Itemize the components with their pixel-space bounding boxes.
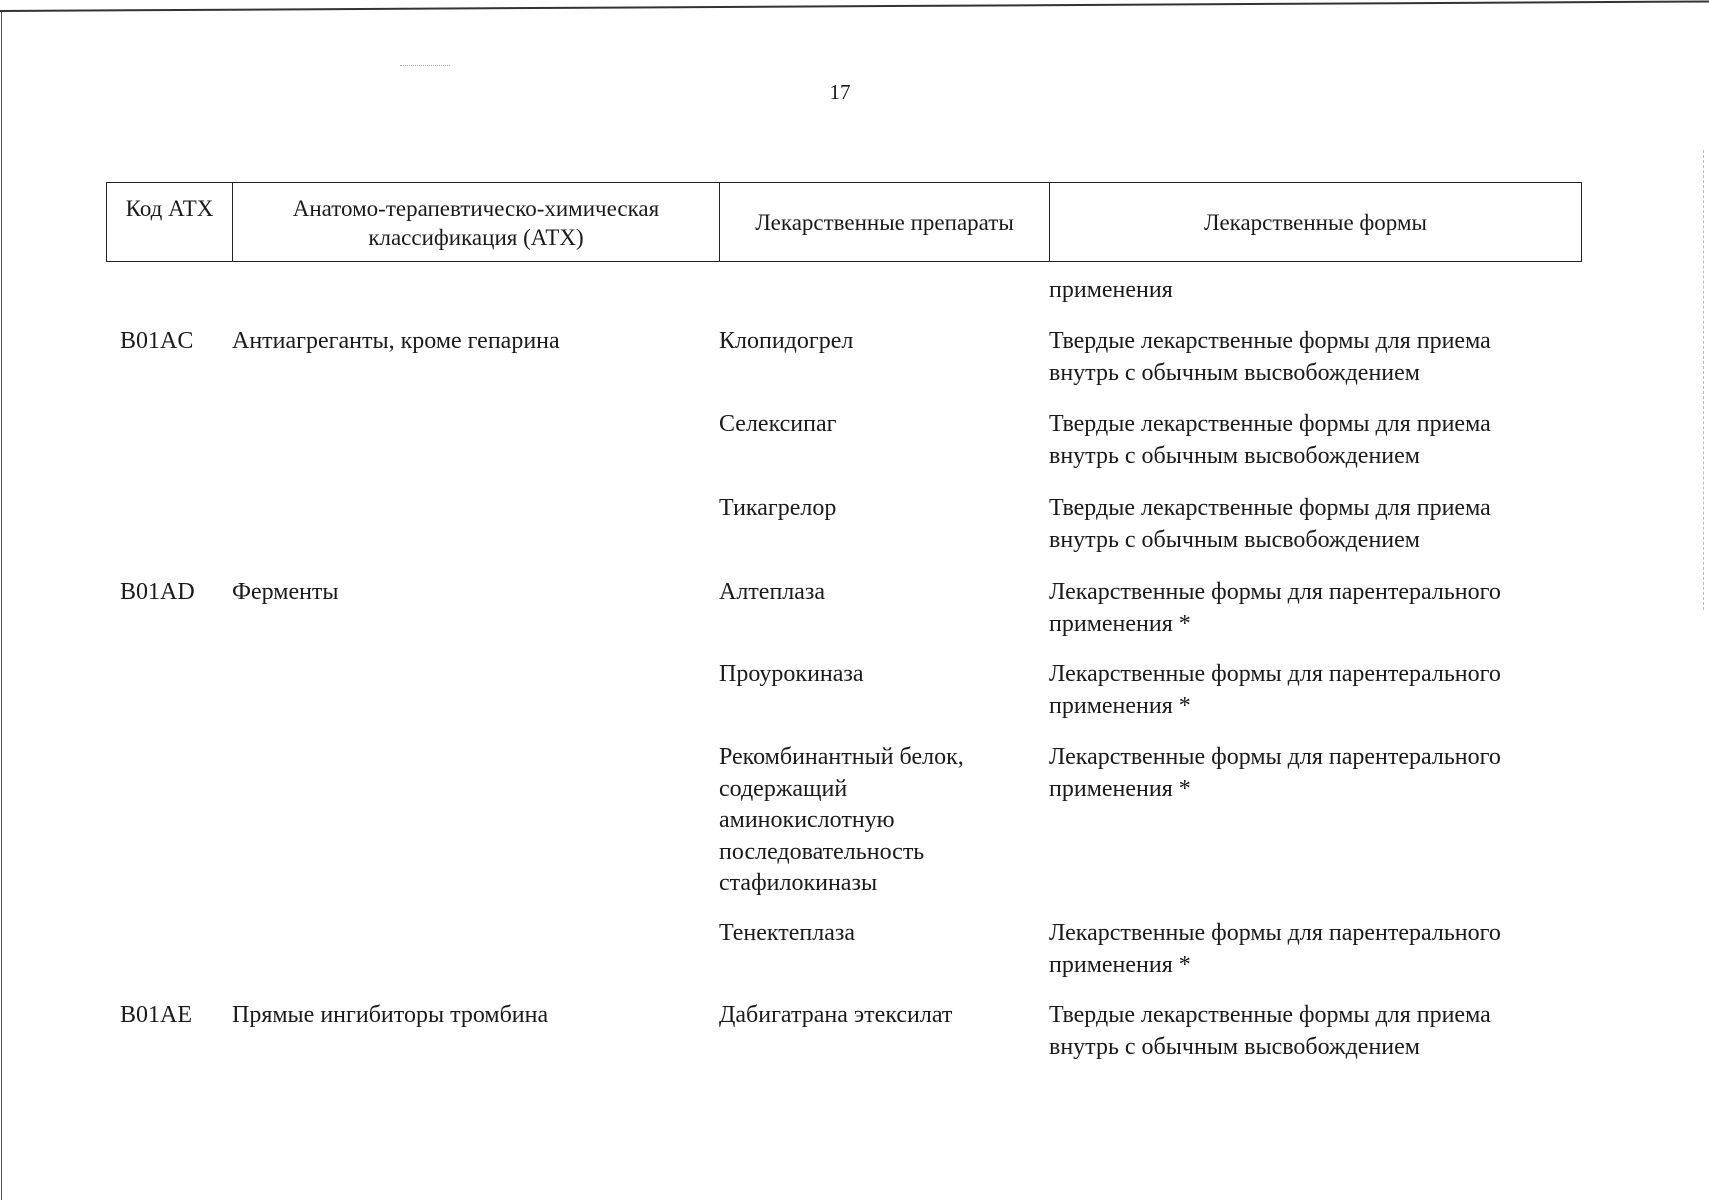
drug-name [719,493,836,525]
dosage-form-line: внутрь с обычным высвобождением [1049,442,1420,469]
dosage-form-line: Лекарственные формы для парентерального [1049,661,1501,687]
dosage-form-line: применения * [1049,775,1191,802]
drug-name-line: Алтеплаза [719,579,826,605]
drug-name [719,742,964,900]
dosage-form-line: Твердые лекарственные формы для приема [1049,495,1491,521]
page-number: 17 [829,80,851,104]
atc-code: B01AD [120,579,195,605]
dosage-form-line: Твердые лекарственные формы для приема [1049,411,1491,437]
drug-name-line: аминокислотную [719,807,895,833]
drug-name-line: Рекомбинантный белок, [719,744,964,770]
dosage-form-line: Лекарственные формы для парентерального [1049,920,1501,946]
drug-name [719,659,864,691]
drug-name-line: Проурокиназа [719,661,864,687]
atc-group-name: Антиагреганты, кроме гепарина [232,328,560,354]
dosage-form-line: применения * [1049,610,1191,637]
scan-speck [400,65,450,70]
drug-name [719,918,855,950]
dosage-form [1049,326,1491,389]
dosage-form [1049,577,1501,640]
drug-name-line: Клопидогрел [719,328,854,354]
dosage-form [1049,1000,1491,1063]
dosage-form-line: Лекарственные формы для парентерального [1049,744,1501,770]
drug-name-line: Тенектеплаза [719,920,855,946]
drug-name [719,409,836,441]
scan-edge-right [1703,150,1704,610]
header-classification-line1: Анатомо-терапевтическо-химическая [292,196,660,221]
dosage-form-line: Твердые лекарственные формы для приема [1049,1002,1491,1028]
dosage-form [1049,493,1491,556]
header-forms: Лекарственные формы [1204,209,1427,235]
atc-group-name: Ферменты [232,579,339,605]
drug-name-line: Дабигатрана этексилат [719,1002,953,1028]
continuation-text: применения [1049,277,1173,303]
dosage-form-line: Твердые лекарственные формы для приема [1049,328,1491,354]
drug-name-line: Тикагрелор [719,495,837,521]
scan-edge-top [0,0,1709,12]
drug-name-line: последовательность [719,838,925,865]
header-classification [233,183,720,261]
scan-edge-left [1,12,2,1200]
dosage-form-line: применения * [1049,951,1191,978]
header-classification-line2: классификация (АТХ) [368,225,584,250]
dosage-form-line: применения * [1049,692,1191,719]
table-header [106,182,1582,262]
drug-name-line: Селексипаг [719,411,837,437]
drug-name [719,577,825,609]
drug-name-line: стафилокиназы [719,870,878,896]
drug-name [719,1000,952,1032]
dosage-form-line: внутрь с обычным высвобождением [1049,1033,1420,1060]
dosage-form-line: внутрь с обычным высвобождением [1049,526,1420,553]
dosage-form [1049,409,1491,472]
dosage-form-line: внутрь с обычным высвобождением [1049,359,1420,386]
drug-name-line: содержащий [719,775,848,802]
atc-code: B01AE [120,1002,192,1028]
header-drugs: Лекарственные препараты [720,183,1050,261]
header-code: Код АТХ [107,183,233,261]
atc-code: B01AC [120,328,194,354]
dosage-form [1049,742,1501,805]
atc-group-name: Прямые ингибиторы тромбина [232,1002,549,1028]
drug-name [719,326,853,358]
dosage-form-line: Лекарственные формы для парентерального [1049,579,1501,605]
dosage-form [1049,659,1501,722]
dosage-form [1049,918,1501,981]
